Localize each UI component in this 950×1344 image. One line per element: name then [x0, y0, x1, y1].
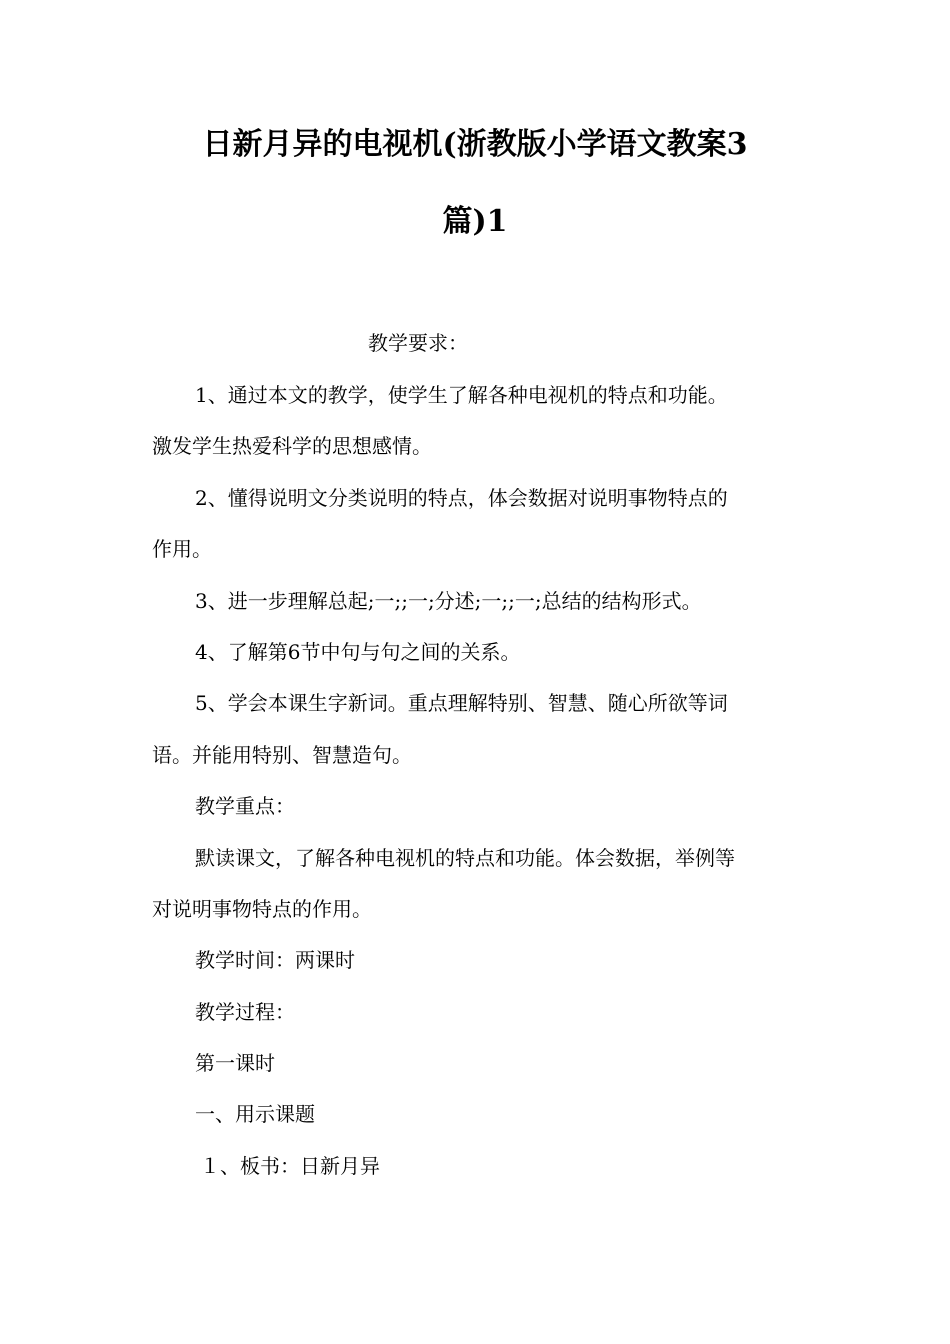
requirement-4: 4、了解第6节中句与句之间的关系。	[195, 640, 521, 664]
requirement-3: 3、进一步理解总起;一;;一;分述;一;;一;总结的结构形式。	[195, 589, 702, 613]
document-title-line-1: 日新月异的电视机(浙教版小学语文教案3	[202, 127, 748, 162]
requirement-5-line-2: 语。并能用特别、智慧造句。	[152, 743, 412, 767]
requirement-1-line-2: 激发学生热爱科学的思想感情。	[152, 434, 432, 458]
requirement-2-line-1: 2、懂得说明文分类说明的特点，体会数据对说明事物特点的	[195, 486, 728, 510]
teaching-time: 教学时间：两课时	[195, 948, 355, 972]
requirements-heading: 教学要求：	[368, 331, 468, 355]
step-1: １、板书：日新月异	[200, 1154, 380, 1178]
focus-heading: 教学重点：	[195, 794, 295, 818]
focus-line-1: 默读课文，了解各种电视机的特点和功能。体会数据，举例等	[195, 846, 735, 870]
lesson-1-heading: 第一课时	[195, 1051, 275, 1075]
section-1-heading: 一、用示课题	[195, 1102, 315, 1126]
focus-line-2: 对说明事物特点的作用。	[152, 897, 372, 921]
requirement-1-line-1: 1、通过本文的教学，使学生了解各种电视机的特点和功能。	[195, 383, 728, 407]
requirement-5-line-1: 5、学会本课生字新词。重点理解特别、智慧、随心所欲等词	[195, 691, 728, 715]
document-title-line-2: 篇)1	[442, 204, 508, 239]
process-heading: 教学过程：	[195, 1000, 295, 1024]
requirement-2-line-2: 作用。	[152, 537, 212, 561]
